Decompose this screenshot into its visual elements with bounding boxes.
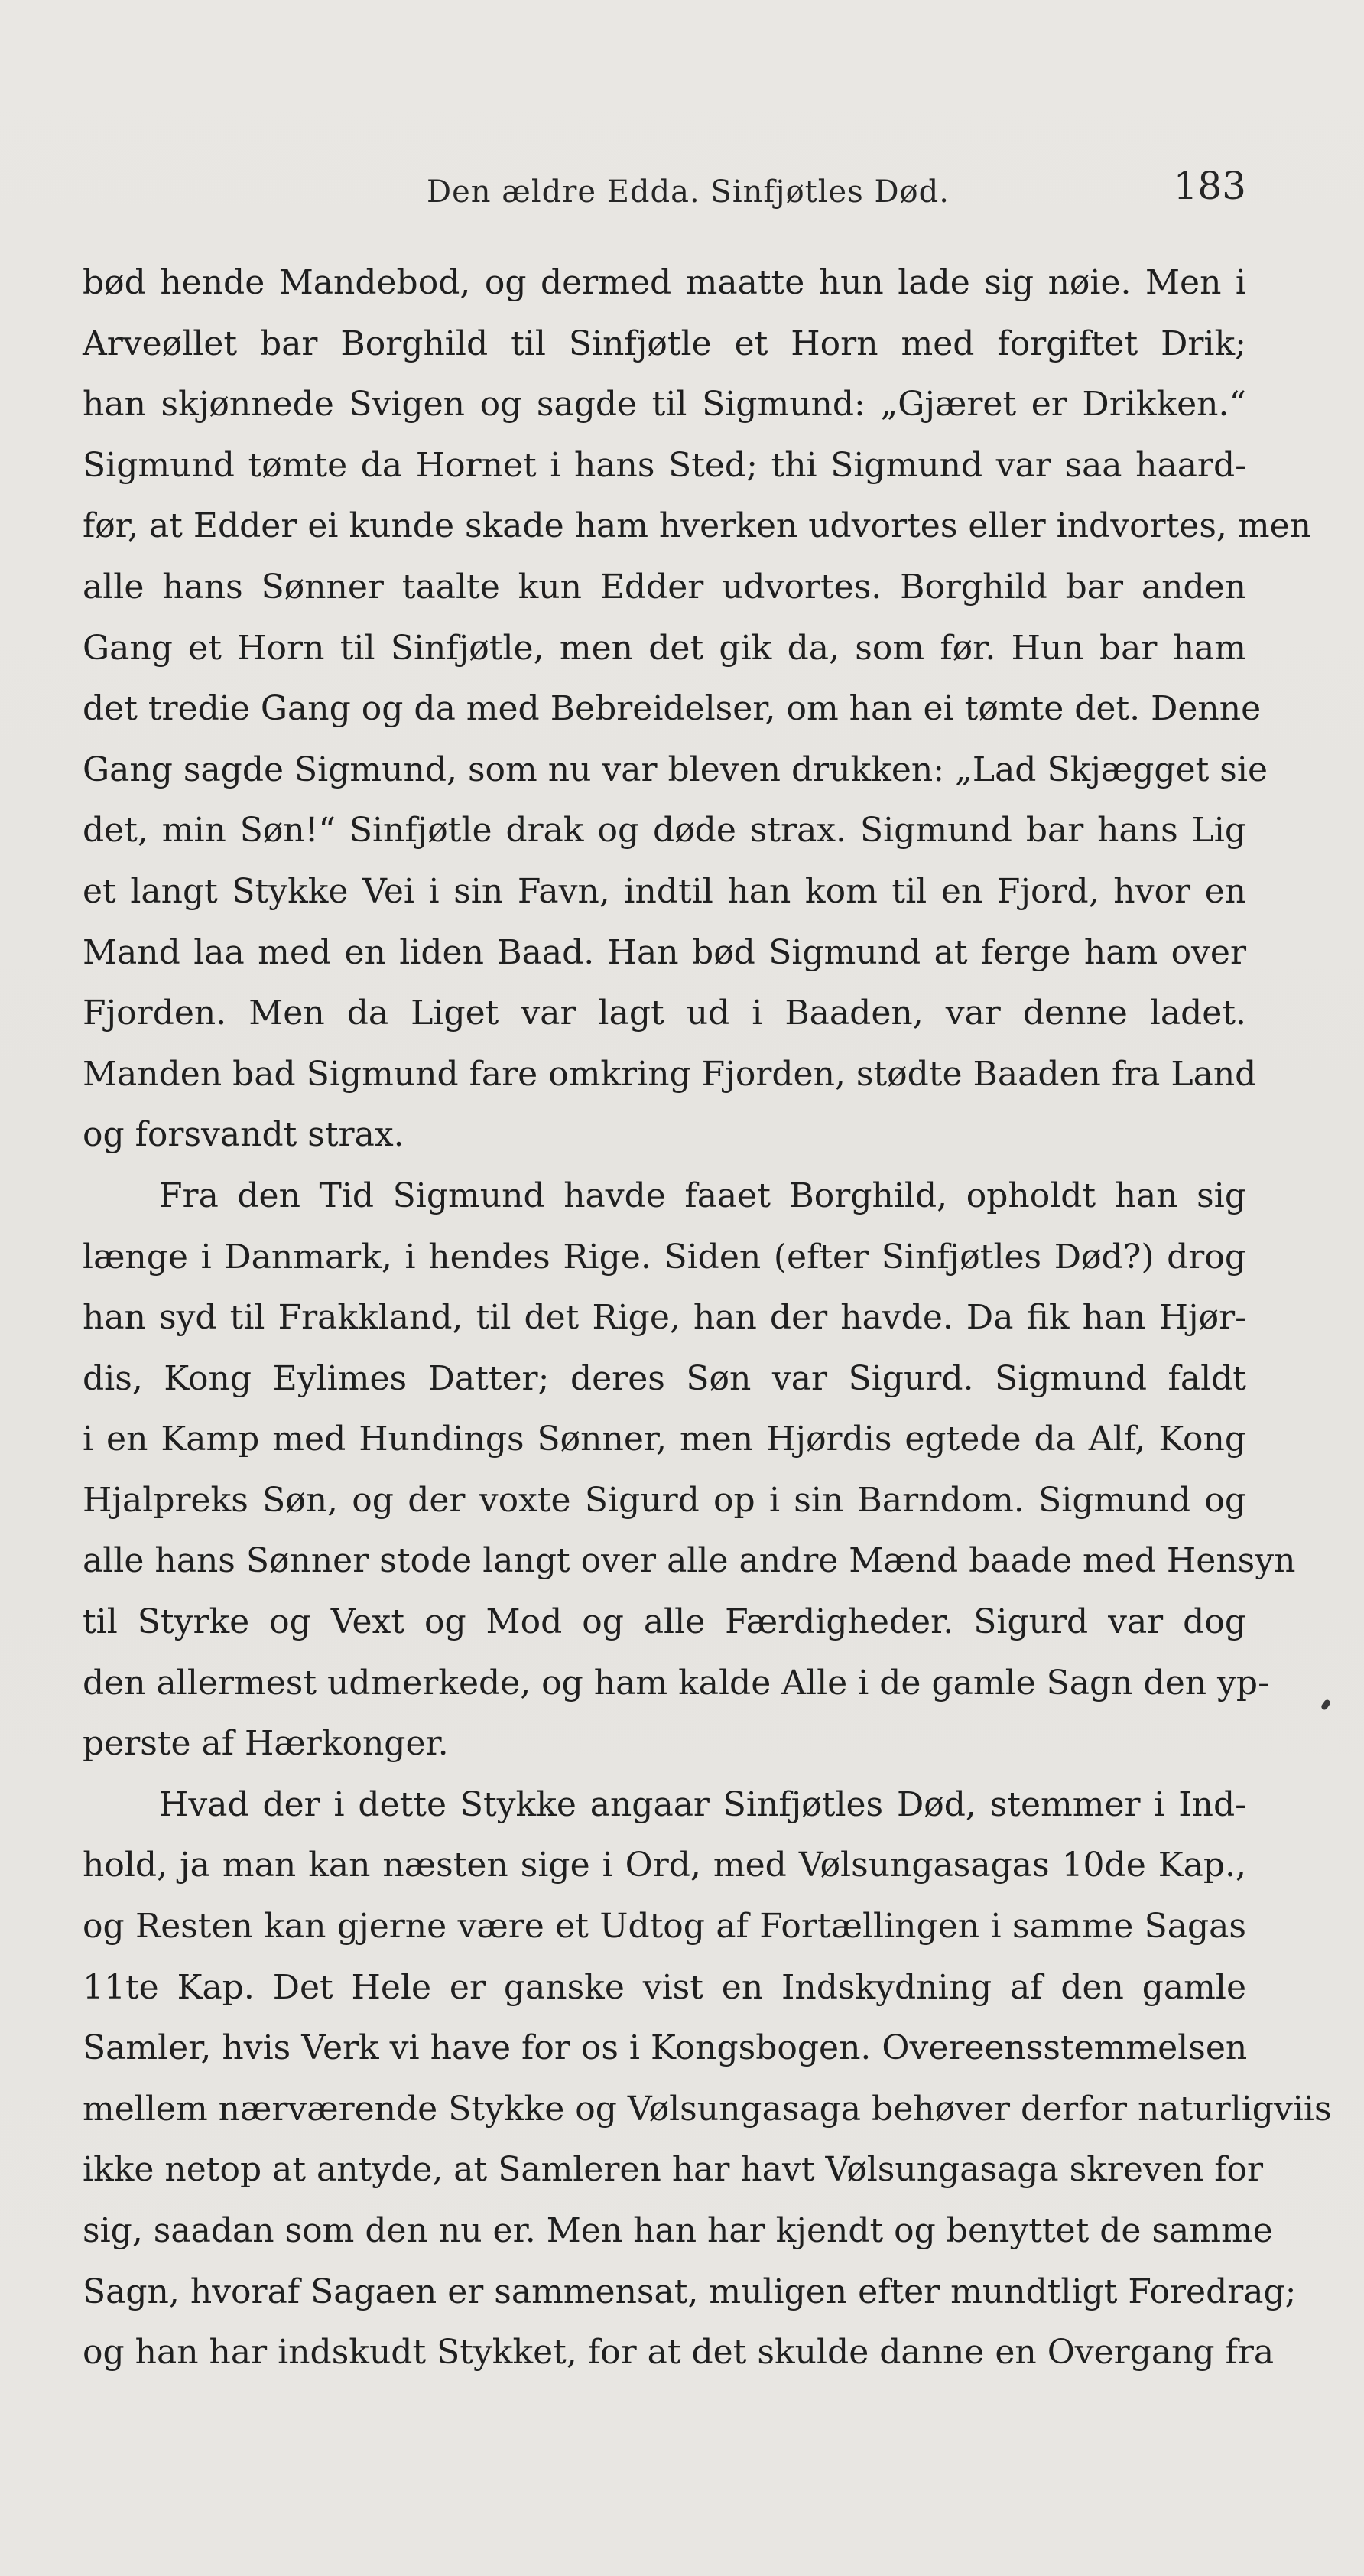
- text-line-32: ikke netop at antyde, at Samleren har havt Vølsungasaga skreven for: [83, 2150, 1263, 2190]
- text-line-3: han skjønnede Svigen og sagde til Sigmund: „Gjæret er Drikken.“: [83, 385, 1246, 424]
- text-line-13: Fjorden. Men da Liget var lagt ud i Baaden, var denne ladet.: [83, 994, 1246, 1033]
- text-line-14: Manden bad Sigmund fare omkring Fjorden, stødte Baaden fra Land: [83, 1054, 1257, 1094]
- text-line-2: Arveøllet bar Borghild til Sinfjøtle et Horn med forgiftet Drik;: [83, 324, 1246, 363]
- text-line-15: og forsvandt strax.: [83, 1115, 404, 1155]
- text-line-6: alle hans Sønner taalte kun Edder udvortes. Borghild bar anden: [83, 567, 1246, 607]
- text-line-12: Mand laa med en liden Baad. Han bød Sigmund at ferge ham over: [83, 932, 1246, 972]
- text-line-22: alle hans Sønner stode langt over alle andre Mænd baade med Hensyn: [83, 1541, 1296, 1581]
- text-line-26: Hvad der i dette Stykke angaar Sinfjøtles Død, stemmer i Ind-: [159, 1784, 1246, 1824]
- running-title: Den ældre Edda. Sinfjøtles Død.: [427, 174, 950, 210]
- text-line-34: Sagn, hvoraf Sagaen er sammensat, muligen efter mundtligt Foredrag;: [83, 2272, 1297, 2311]
- ink-speck: [1320, 1699, 1332, 1711]
- text-line-19: dis, Kong Eylimes Datter; deres Søn var Sigurd. Sigmund faldt: [83, 1358, 1246, 1398]
- text-line-9: Gang sagde Sigmund, som nu var bleven drukken: „Lad Skjægget sie: [83, 750, 1268, 789]
- text-line-21: Hjalpreks Søn, og der voxte Sigurd op i sin Barndom. Sigmund og: [83, 1480, 1246, 1520]
- text-line-30: Samler, hvis Verk vi have for os i Kongsbogen. Overeensstemmelsen: [83, 2028, 1248, 2068]
- text-line-11: et langt Stykke Vei i sin Favn, indtil han kom til en Fjord, hvor en: [83, 871, 1246, 911]
- text-line-35: og han har indskudt Stykket, for at det skulde danne en Overgang fra: [83, 2333, 1275, 2373]
- text-line-28: og Resten kan gjerne være et Udtog af Fortællingen i samme Sagas: [83, 1907, 1246, 1947]
- body-text: [83, 252, 1332, 2383]
- text-line-17: længe i Danmark, i hendes Rige. Siden (efter Sinfjøtles Død?) drog: [83, 1237, 1246, 1277]
- text-line-25: perste af Hærkonger.: [83, 1724, 449, 1764]
- text-line-18: han syd til Frakkland, til det Rige, han der havde. Da fik han Hjør-: [83, 1298, 1246, 1338]
- text-line-16: Fra den Tid Sigmund havde faaet Borghild, opholdt han sig: [159, 1176, 1246, 1215]
- text-line-23: til Styrke og Vext og Mod og alle Færdigheder. Sigurd var dog: [83, 1602, 1246, 1642]
- text-line-4: Sigmund tømte da Hornet i hans Sted; thi Sigmund var saa haard-: [83, 445, 1246, 485]
- page-header: [83, 153, 1246, 222]
- text-line-1: bød hende Mandebod, og dermed maatte hun lade sig nøie. Men i: [83, 263, 1246, 302]
- text-line-5: før, at Edder ei kunde skade ham hverken udvortes eller indvortes, men: [83, 506, 1311, 546]
- text-line-20: i en Kamp med Hundings Sønner, men Hjørdis egtede da Alf, Kong: [83, 1420, 1246, 1459]
- text-line-7: Gang et Horn til Sinfjøtle, men det gik da, som før. Hun bar ham: [83, 628, 1246, 668]
- text-line-29: 11te Kap. Det Hele er ganske vist en Indskydning af den gamle: [83, 1967, 1246, 2007]
- text-line-27: hold, ja man kan næsten sige i Ord, med Vølsungasagas 10de Kap.,: [83, 1846, 1246, 1885]
- text-line-31: mellem nærværende Stykke og Vølsungasaga behøver derfor naturligviis: [83, 2089, 1332, 2129]
- text-line-33: sig, saadan som den nu er. Men han har kjendt og benyttet de samme: [83, 2211, 1273, 2250]
- text-line-10: det, min Søn!“ Sinfjøtle drak og døde strax. Sigmund bar hans Lig: [83, 811, 1246, 851]
- text-line-8: det tredie Gang og da med Bebreidelser, om han ei tømte det. Denne: [83, 689, 1262, 729]
- page-number: 183: [1173, 164, 1246, 208]
- text-line-24: den allermest udmerkede, og ham kalde Alle i de gamle Sagn den yp-: [83, 1663, 1269, 1703]
